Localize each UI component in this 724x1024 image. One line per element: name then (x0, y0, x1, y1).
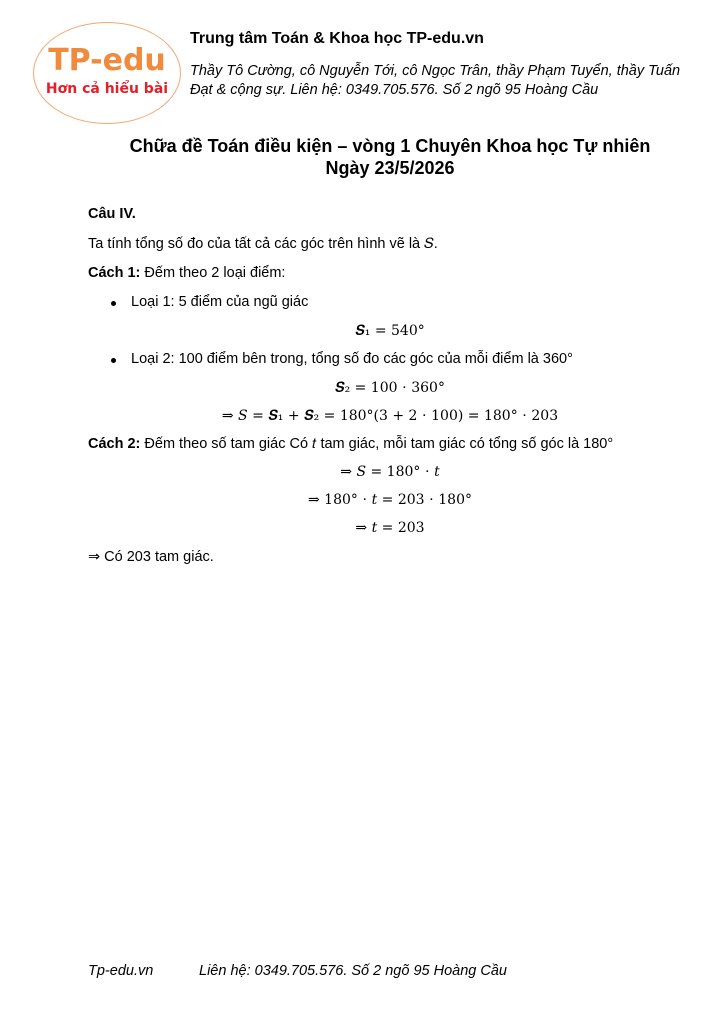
conclusion-text: ⇒ Có 203 tam giác. (88, 549, 214, 565)
intro-text: Ta tính tổng số đo của tất cả các góc trên hình vẽ là 𝑆. (88, 236, 438, 252)
section-heading: Câu IV. (88, 206, 136, 222)
bullet-icon (111, 301, 116, 306)
tp-edu-logo (33, 22, 181, 124)
bullet1-text: Loại 1: 5 điểm của ngũ giác (131, 294, 309, 310)
equation-sum: ⇒ 𝑆 = 𝑺₁ + 𝑺₂ = 180°(3 + 2 ⋅ 100) = 180° ⋅ 203 (221, 408, 559, 424)
method2-text: Đếm theo số tam giác Có 𝑡 tam giác, mỗi tam giác có tổng số góc là 180° (140, 436, 614, 452)
equation-s2: 𝑺₂ = 100 ⋅ 360° (335, 380, 445, 396)
equation-s1: 𝑺₁ = 540° (355, 323, 425, 339)
header-teachers: Thầy Tô Cường, cô Nguyễn Tới, cô Ngọc Trân, thầy Phạm Tuyển, thầy Tuấn (190, 63, 681, 79)
header-contact: Đạt & cộng sự. Liên hệ: 0349.705.576. Số 2 ngõ 95 Hoàng Cầu (190, 82, 599, 98)
equation-s-t: ⇒ 𝑆 = 180° ⋅ 𝑡 (340, 464, 440, 480)
footer-site: Tp-edu.vn (88, 963, 154, 979)
method2-line (88, 436, 613, 452)
logo-name: TP-edu (48, 43, 166, 78)
method1-label: Cách 1: (88, 265, 141, 281)
method1-text: Đếm theo 2 loại điểm: (140, 265, 286, 281)
bullet-icon (111, 358, 116, 363)
header-title: Trung tâm Toán & Khoa học TP-edu.vn (190, 30, 484, 47)
equation-180t: ⇒ 180° ⋅ 𝑡 = 203 ⋅ 180° (308, 492, 472, 508)
method2-label: Cách 2: (88, 436, 141, 452)
document-date: Ngày 23/5/2026 (325, 158, 455, 178)
equation-t: ⇒ 𝑡 = 203 (355, 520, 425, 536)
footer-contact: Liên hệ: 0349.705.576. Số 2 ngõ 95 Hoàng Cầu (199, 963, 507, 979)
logo-slogan: Hơn cả hiểu bài (45, 81, 169, 97)
document-title: Chữa đề Toán điều kiện – vòng 1 Chuyên Khoa học Tự nhiên (129, 136, 651, 156)
method1-line (88, 265, 285, 281)
bullet2-text: Loại 2: 100 điểm bên trong, tổng số đo các góc của mỗi điểm là 360° (131, 351, 573, 367)
